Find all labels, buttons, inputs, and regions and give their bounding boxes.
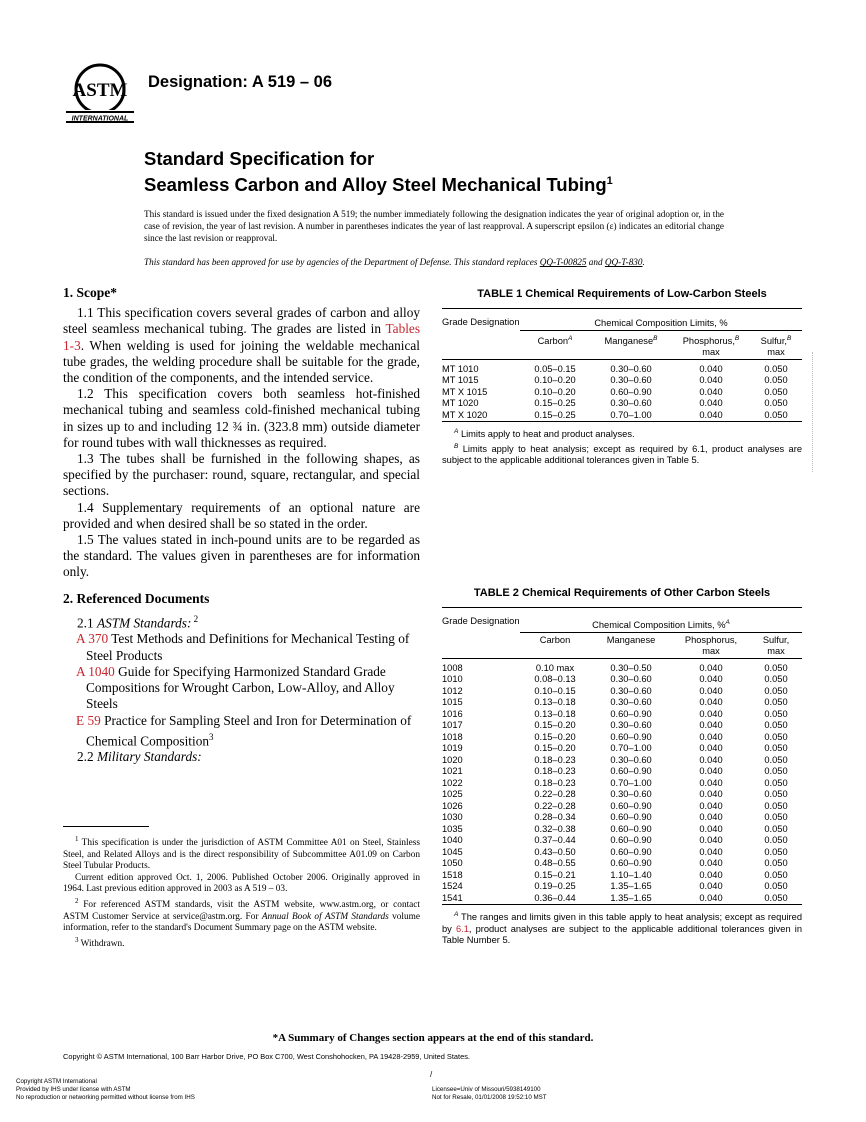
value-cell: 0.040: [699, 743, 723, 754]
value-cell: 0.60–0.90: [610, 846, 652, 857]
value-cell: 0.18–0.23: [534, 766, 576, 777]
value-cell: 0.60–0.90: [610, 835, 652, 846]
value-cell: 0.70–1.00: [610, 743, 652, 754]
value-cell: 0.040: [699, 754, 723, 765]
logo-letters: ASTM: [72, 80, 128, 101]
table-row: MT 1015 0.10–0.20 0.30–0.60 0.040 0.050: [442, 375, 788, 386]
grade-cell: 1018: [442, 731, 463, 742]
table-row: [442, 789, 802, 801]
value-cell: 0.70–1.00: [610, 777, 652, 788]
scope-1-5: 1.5 The values stated in inch-pound units are to be regarded as the standard. The values given in parentheses are for information only.: [63, 532, 420, 580]
title-line-1: Standard Specification for: [144, 148, 375, 169]
table-row: [442, 778, 802, 790]
table-row: [442, 801, 802, 813]
grade-cell: 1541: [442, 893, 520, 905]
ref-link-a370[interactable]: A 370: [76, 631, 109, 647]
grade-cell: 1026: [442, 800, 463, 811]
value-cell: 1.10–1.40: [610, 869, 652, 880]
value-cell: 0.040: [699, 697, 723, 708]
value-cell: 0.050: [764, 846, 788, 857]
table-row: [442, 732, 802, 744]
value-cell: 0.050: [764, 789, 788, 800]
value-cell: 0.22–0.28: [534, 800, 576, 811]
grade-cell: 1015: [442, 697, 463, 708]
table-2-body: [442, 663, 802, 905]
value-cell: 0.13–0.18: [534, 708, 576, 719]
table-1-notes: [442, 426, 802, 467]
grade-cell: 1012: [442, 685, 463, 696]
value-cell: 0.040: [699, 846, 723, 857]
value-cell: 0.18–0.23: [534, 777, 576, 788]
footnote-1: $^1$ This specification is under the jurisdiction of ASTM Committee A01 on Steel, Stainless Steel, and Related Alloys and is the direct responsibility of Subcommittee A01.09 on Carbon Steel Tubular Products.: [63, 835, 420, 872]
table-1-col-head: Manganese$^B$: [604, 334, 658, 346]
table-2-col-head: Manganese: [606, 634, 656, 645]
value-cell: 0.60–0.90: [610, 766, 652, 777]
left-column: [63, 285, 420, 766]
value-cell: 0.60–0.90: [610, 800, 652, 811]
value-cell: 0.60–0.90: [610, 812, 652, 823]
value-cell: 0.19–0.25: [534, 881, 576, 892]
table-row: MT 1010 0.05–0.15 0.30–0.60 0.040 0.050: [442, 363, 788, 374]
table-row: [442, 766, 802, 778]
value-cell: 0.15–0.21: [534, 869, 576, 880]
value-cell: 0.040: [699, 674, 723, 685]
value-cell: 0.13–0.18: [534, 697, 576, 708]
value-cell: 0.30–0.60: [610, 754, 652, 765]
summary-of-changes-note: *A Summary of Changes section appears at the end of this standard.: [272, 1032, 594, 1044]
table-row: [442, 720, 802, 732]
value-cell: 0.10 max: [535, 662, 575, 673]
reference-item: A 1040 Guide for Specifying Harmonized Standard Grade Compositions for Wrought Carbon, Low-Alloy, and Alloy Steels: [76, 663, 395, 712]
title-line-2: Seamless Carbon and Alloy Steel Mechanical Tubing$^1$: [144, 174, 613, 196]
table-row: [442, 812, 802, 824]
table-row: [442, 824, 802, 836]
value-cell: 0.050: [764, 685, 788, 696]
document-title: [144, 148, 613, 196]
table-2-grade-head: Grade Designation: [442, 608, 520, 659]
value-cell: 0.18–0.23: [534, 754, 576, 765]
copyright-line: Copyright © ASTM International, 100 Barr Harbor Drive, PO Box C700, West Conshohocken, PA 19428-2959, United States.: [63, 1052, 470, 1061]
value-cell: 0.050: [764, 800, 788, 811]
value-cell: 0.040: [699, 869, 723, 880]
value-cell: 0.36–0.44: [520, 893, 590, 905]
value-cell: 0.60–0.90: [610, 731, 652, 742]
value-cell: 0.040: [699, 881, 723, 892]
value-cell: 0.60–0.90: [610, 708, 652, 719]
footnote-3: $^3$ Withdrawn.: [75, 935, 125, 950]
astm-standards-label: 2.1 ASTM Standards: $^2$: [77, 613, 199, 631]
grade-cell: 1040: [442, 835, 463, 846]
astm-logo: [64, 62, 136, 124]
table-2-group-head: Chemical Composition Limits, %$^A$: [520, 608, 802, 633]
value-cell: 0.040: [699, 789, 723, 800]
table-row: [442, 743, 802, 755]
table-row: [442, 858, 802, 870]
table-row: [442, 686, 802, 698]
table-row: [442, 835, 802, 847]
grade-cell: 1035: [442, 823, 463, 834]
scope-1-3: 1.3 The tubes shall be furnished in the following shapes, as specified by the purchaser: round, square, rectangular, and special sections.: [63, 451, 420, 499]
value-cell: 0.040: [699, 823, 723, 834]
value-cell: 0.040: [699, 731, 723, 742]
value-cell: 0.15–0.20: [534, 731, 576, 742]
footnotes: [63, 834, 420, 951]
value-cell: 0.050: [764, 662, 788, 673]
value-cell: 0.48–0.55: [534, 858, 576, 869]
title-footnote-mark: 1: [606, 175, 613, 187]
section-6-1-link[interactable]: 6.1: [455, 923, 469, 934]
value-cell: 0.040: [699, 720, 723, 731]
footer-mark: /: [430, 1070, 433, 1079]
grade-cell: 1025: [442, 789, 463, 800]
license-left: Copyright ASTM International Provided by IHS under license with ASTM No reproduction or networking permitted without license from IHS: [16, 1078, 195, 1101]
value-cell: 0.050: [750, 893, 802, 905]
reference-item: A 370 Test Methods and Definitions for Mechanical Testing of Steel Products: [76, 631, 410, 663]
table-2-caption: TABLE 2 Chemical Requirements of Other Carbon Steels: [473, 587, 771, 599]
table-2-col-head: Sulfur, max: [762, 634, 790, 657]
value-cell: 0.30–0.60: [610, 674, 652, 685]
dod-ref-link-1[interactable]: QQ-T-00825: [539, 257, 587, 267]
value-cell: 0.15–0.20: [534, 720, 576, 731]
footnote-2: $^2$ For referenced ASTM standards, visit the ASTM website, www.astm.org, or contact ASTM Customer Service at service@astm.org. For Annual Book of ASTM Standards volume information, refer to the standard's Document Summary page on the ASTM website.: [63, 897, 421, 934]
table-2: [442, 607, 802, 947]
value-cell: 0.040: [699, 858, 723, 869]
astm-logo-icon: [64, 62, 136, 124]
table-row: [442, 755, 802, 767]
value-cell: 0.050: [764, 674, 788, 685]
value-cell: 0.30–0.60: [610, 697, 652, 708]
table-row: MT X 1015 0.10–0.20 0.60–0.90 0.040 0.050: [442, 386, 788, 397]
value-cell: 0.43–0.50: [534, 846, 576, 857]
value-cell: 0.040: [699, 835, 723, 846]
table-1: [442, 308, 802, 467]
table-row: [442, 674, 802, 686]
value-cell: 0.30–0.60: [610, 685, 652, 696]
dod-approval-note: This standard has been approved for use by agencies of the Department of Defense. This standard replaces QQ-T-00825 and QQ-T-830.: [144, 257, 645, 267]
value-cell: 0.040: [699, 800, 723, 811]
ref-link-e59[interactable]: E 59: [76, 712, 101, 728]
scope-1-1: 1.1 This specification covers several grades of carbon and alloy steel seamless mechanical tubing. The grades are listed in Tables 1-3. When welding is used for joining the weldable mechanical tube grades, the welding procedure shall be suitable for the grade, the condition of the components, and the intended service.: [63, 305, 420, 386]
value-cell: 0.050: [764, 823, 788, 834]
table-row: [442, 870, 802, 882]
table-1-col-head: Carbon$^A$: [537, 334, 573, 346]
footnote-divider: [63, 826, 149, 827]
value-cell: 0.050: [764, 708, 788, 719]
table-2-notes: [442, 909, 802, 947]
margin-marks: [812, 352, 815, 472]
value-cell: 0.050: [764, 835, 788, 846]
table-1-col-head: Sulfur,$^B$ max: [760, 334, 792, 358]
grade-cell: 1021: [442, 766, 463, 777]
tables-link[interactable]: Tables 1-3: [63, 321, 420, 353]
table-1-note-b: $^B$ Limits apply to heat analysis; except as required by 6.1, product analyses are subject to the applicable additional tolerances given in Table 5.: [442, 442, 802, 466]
value-cell: 0.040: [699, 766, 723, 777]
grade-cell: 1017: [442, 720, 463, 731]
scope-1-4: 1.4 Supplementary requirements of an optional nature are provided and when desired shall be so stated in the order.: [63, 499, 420, 531]
grade-cell: 1019: [442, 743, 463, 754]
value-cell: 0.050: [764, 743, 788, 754]
value-cell: 0.050: [764, 777, 788, 788]
table-2-col-head: Carbon: [539, 634, 571, 645]
table-row: [442, 847, 802, 859]
grade-cell: 1008: [442, 662, 463, 673]
value-cell: 0.15–0.20: [534, 743, 576, 754]
table-row: MT 1020 0.15–0.25 0.30–0.60 0.040 0.050: [442, 398, 788, 409]
value-cell: 0.040: [699, 777, 723, 788]
value-cell: 0.60–0.90: [610, 858, 652, 869]
value-cell: 0.10–0.15: [534, 685, 576, 696]
grade-cell: 1518: [442, 869, 463, 880]
issuance-notice: This standard is issued under the fixed designation A 519; the number immediately following the designation indicates the year of original adoption or, in the case of revision, the year of last revision. A number in parentheses indicates the year of last reapproval. A superscript epsilon (ε) indicates an editorial change since the last revision or reapproval.: [144, 209, 724, 244]
grade-cell: 1016: [442, 708, 463, 719]
table-row: [442, 663, 802, 675]
value-cell: 0.08–0.13: [534, 674, 576, 685]
table-row: [442, 709, 802, 721]
table-1-caption: TABLE 1 Chemical Requirements of Low-Carbon Steels: [477, 288, 767, 300]
license-right: Licensee=Univ of Missouri/5938149100 Not for Resale, 01/01/2008 19:52:10 MST: [432, 1086, 547, 1101]
grade-cell: 1022: [442, 777, 463, 788]
value-cell: 0.050: [764, 731, 788, 742]
grade-cell: 1050: [442, 858, 463, 869]
table-row: [442, 881, 802, 893]
dod-ref-link-2[interactable]: QQ-T-830: [604, 257, 643, 267]
value-cell: 0.050: [764, 766, 788, 777]
designation: Designation: A 519 – 06: [148, 73, 333, 91]
value-cell: 0.60–0.90: [610, 823, 652, 834]
value-cell: 0.30–0.60: [610, 720, 652, 731]
value-cell: 0.050: [764, 869, 788, 880]
value-cell: 0.32–0.38: [534, 823, 576, 834]
value-cell: 0.28–0.34: [534, 812, 576, 823]
table-row: [442, 697, 802, 709]
references-heading: 2. Referenced Documents: [63, 590, 210, 606]
table-2-note-a: $^A$ The ranges and limits given in this table apply to heat analysis; except as required by 6.1, product analyses are subject to the applicable additional tolerances given in Table Number 5.: [442, 911, 802, 946]
grade-cell: 1010: [442, 674, 463, 685]
footnote-1b: Current edition approved Oct. 1, 2006. Published October 2006. Originally approved in 1964. Last previous edition approved in 2003 as A 519 – 03.: [63, 872, 420, 895]
table-row: MT X 1020 0.15–0.25 0.70–1.00 0.040 0.050: [442, 410, 802, 422]
scope-1-2: 1.2 This specification covers both seamless hot-finished mechanical tubing and seamless cold-finished mechanical tubing in sizes up to and including 12 ¾ in. (323.8 mm) outside diameter for round tubes with wall thicknesses as required.: [63, 386, 420, 450]
value-cell: 0.050: [764, 812, 788, 823]
grade-cell: 1045: [442, 846, 463, 857]
table-1-note-a: $^A$ Limits apply to heat and product analyses.: [454, 428, 635, 440]
table-2-col-head: Phosphorus, max: [684, 634, 738, 657]
value-cell: 0.30–0.60: [610, 789, 652, 800]
grade-cell: 1524: [442, 881, 463, 892]
table-row: [442, 893, 802, 905]
military-standards-label: 2.2 Military Standards:: [77, 749, 202, 765]
value-cell: 1.35–1.65: [610, 881, 652, 892]
value-cell: 0.050: [764, 754, 788, 765]
logo-sub: INTERNATIONAL: [71, 115, 129, 123]
reference-item: E 59 Practice for Sampling Steel and Iron for Determination of Chemical Composition$^3$: [76, 712, 412, 749]
value-cell: 0.050: [764, 881, 788, 892]
value-cell: 0.040: [699, 812, 723, 823]
value-cell: 0.22–0.28: [534, 789, 576, 800]
value-cell: 0.040: [699, 662, 723, 673]
value-cell: 0.040: [672, 893, 750, 905]
table-1-group-head: Chemical Composition Limits, %: [520, 309, 802, 331]
value-cell: 0.040: [699, 708, 723, 719]
value-cell: 0.050: [764, 720, 788, 731]
value-cell: 0.37–0.44: [534, 835, 576, 846]
grade-cell: 1020: [442, 754, 463, 765]
ref-link-a1040[interactable]: A 1040: [76, 663, 115, 679]
value-cell: 0.040: [699, 685, 723, 696]
value-cell: 0.30–0.50: [610, 662, 652, 673]
table-1-grade-head: Grade Designation: [442, 309, 520, 360]
scope-heading: 1. Scope*: [63, 285, 117, 300]
table-1-col-head: Phosphorus,$^B$ max: [682, 334, 740, 358]
value-cell: 1.35–1.65: [590, 893, 672, 905]
value-cell: 0.050: [764, 858, 788, 869]
grade-cell: 1030: [442, 812, 463, 823]
value-cell: 0.050: [764, 697, 788, 708]
